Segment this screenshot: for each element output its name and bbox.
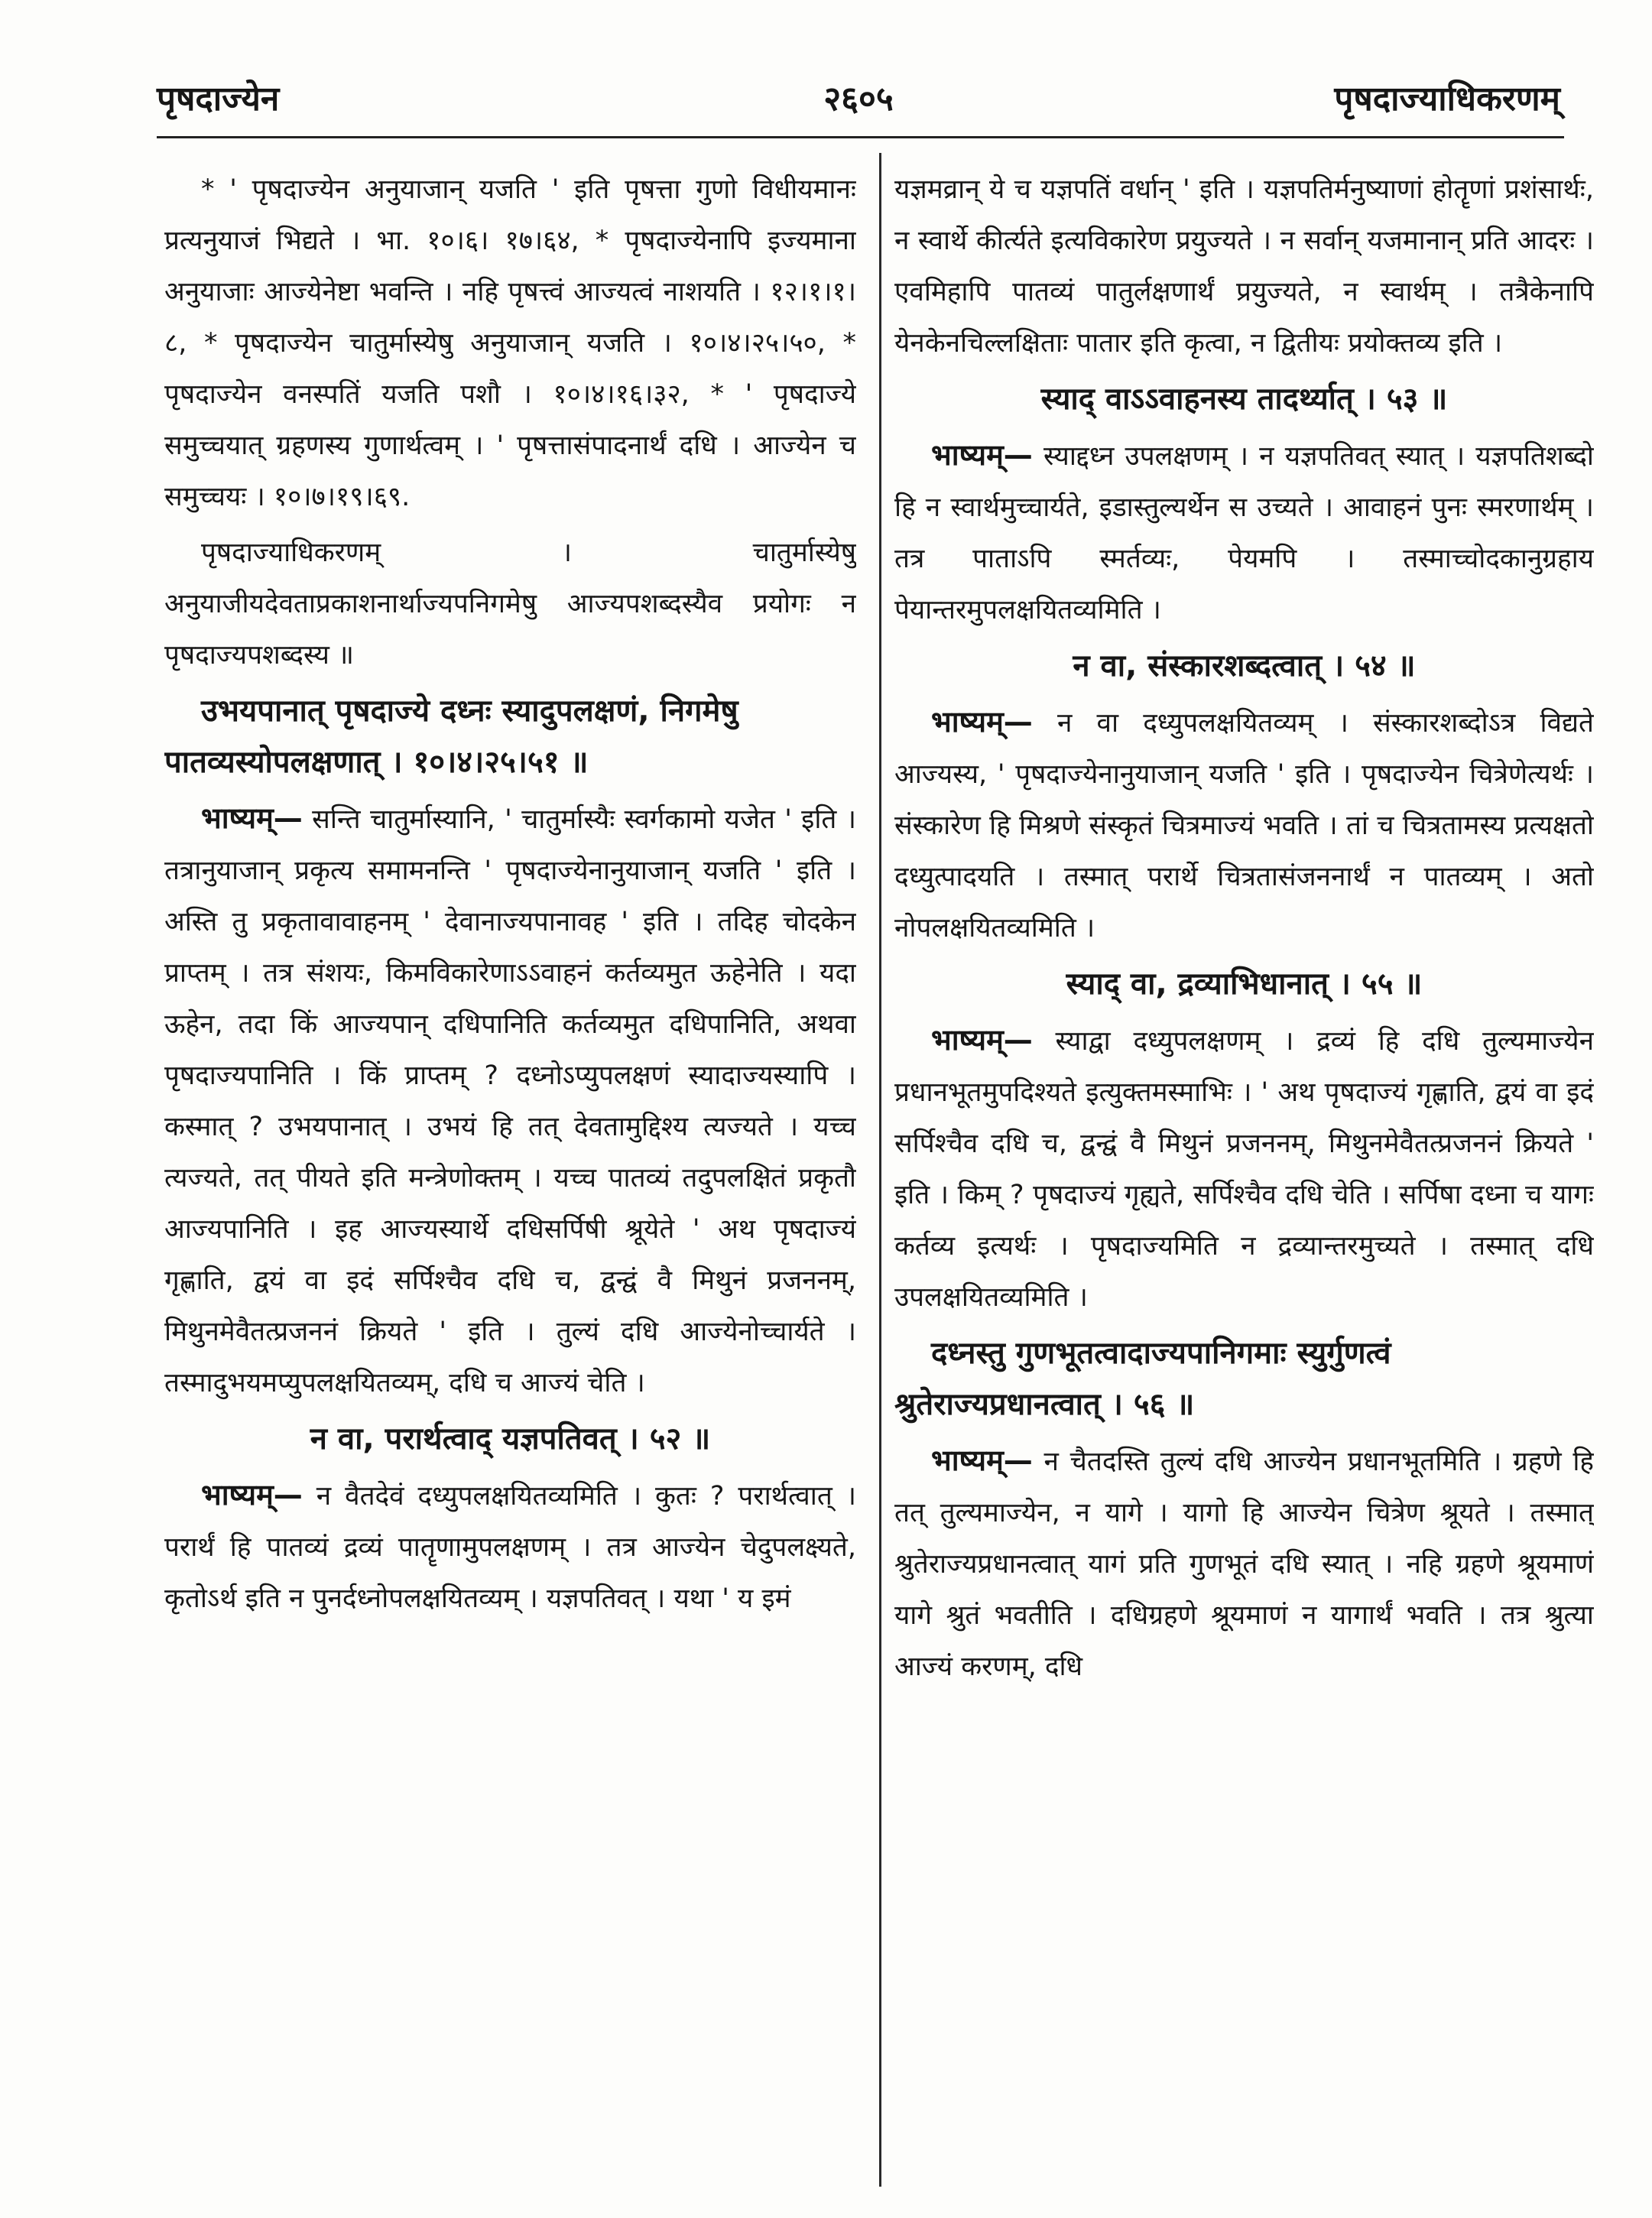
bhasya-52 <box>164 1469 856 1625</box>
bhasya-label: भाष्यम्— <box>931 705 1033 739</box>
bhasya-label: भाष्यम्— <box>931 438 1033 472</box>
sutra-53: स्याद् वाऽऽवाहनस्य तादर्थ्यात् । ५३ ॥ <box>1040 382 1448 417</box>
page-number: २६०५ <box>823 80 894 119</box>
right-column <box>894 164 1594 2198</box>
bhasya-label: भाष्यम्— <box>201 801 303 835</box>
bhasya-52-text: न वैतदेवं दध्युपलक्षयितव्यमिति । कुतः ? परार्थत्वात् । परार्थं हि पातव्यं द्रव्यं पातॄणामुपलक्षणम् । तत्र आज्येन चेदुपलक्ष्यते, कृतोऽर्थ इति न पुनर्दध्नोपलक्षयितव्यम् । यज्ञपतिवत् । यथा ' य इमं <box>164 1481 856 1614</box>
sutra-54: न वा, संस्कारशब्दत्वात् । ५४ ॥ <box>1073 648 1416 684</box>
bhasya-54 <box>894 697 1594 954</box>
running-head-right: पृषदाज्याधिकरणम् <box>1334 80 1560 119</box>
bhasya-56-text: न चैतदस्ति तुल्यं दधि आज्येन प्रधानभूतमिति । ग्रहणे हि तत् तुल्यमाज्येन, न यागे । यागो हि आज्येन चित्रेण श्रूयते । तस्मात् श्रुतेराज्यप्रधानत्वात् यागं प्रति गुणभूतं दधि स्यात् । नहि ग्रहणे श्रूयमाणं यागे श्रुतं भवतीति । दधिग्रहणे श्रूयमाणं न यागार्थं भवति । तत्र श्रुत्या आज्यं करणम्, दधि <box>894 1447 1594 1682</box>
bhasya-label: भाष्यम्— <box>931 1443 1033 1477</box>
bhasya-56 <box>894 1435 1594 1693</box>
bhasya-label: भाष्यम्— <box>931 1023 1033 1057</box>
bhasya-label: भाष्यम्— <box>201 1478 303 1512</box>
running-head-left: पृषदाज्येन <box>157 80 280 119</box>
sutra-56: दध्नस्तु गुणभूतत्वादाज्यपानिगमाः स्युर्गुणत्वं श्रुतेराज्यप्रधानत्वात् । ५६ ॥ <box>894 1336 1391 1422</box>
left-column <box>164 164 856 2198</box>
column-divider <box>879 153 881 2187</box>
bhasya-51-text: सन्ति चातुर्मास्यानि, ' चातुर्मास्यैः स्वर्गकामो यजेत ' इति । तत्रानुयाजान् प्रकृत्य समामनन्ति ' पृषदाज्येनानुयाजान् यजति ' इति । अस्ति तु प्रकृतावावाहनम् ' देवानाज्यपानावह ' इति । तदिह चोदकेन प्राप्तम् । तत्र संशयः, किमविकारेणाऽऽवाहनं कर्तव्यमुत ऊहेनेति । यदा ऊहेन, तदा किं आज्यपान् दधिपानिति कर्तव्यमुत दधिपानिति, अथवा पृषदाज्यपानिति । किं प्राप्तम् ? दध्नोऽप्युपलक्षणं स्यादाज्यस्यापि । कस्मात् ? उभयपानात् । उभयं हि तत् देवतामुद्दिश्य त्यज्यते । यच्च त्यज्यते, तत् पीयते इति मन्त्रेणोक्तम् । यच्च पातव्यं तदुपलक्षितं प्रकृतौ आज्यपानिति । इह आज्यस्यार्थे दधिसर्पिषी श्रूयेते ' अथ पृषदाज्यं गृह्णाति, द्वयं वा इदं सर्पिश्चैव दधि च, द्वन्द्वं वै मिथुनं प्रजननम्, मिथुनमेवैतत्प्रजननं क्रियते ' इति । तुल्यं दधि आज्येनोच्चार्यते । तस्मादुभयमप्युपलक्षयितव्यम्, दधि च आज्यं चेति । <box>164 804 856 1398</box>
bhasya-51 <box>164 793 856 1409</box>
sutra-52: न वा, परार्थत्वाद् यज्ञपतिवत् । ५२ ॥ <box>310 1421 711 1456</box>
bhasya-53 <box>894 430 1594 636</box>
sutra-55: स्याद् वा, द्रव्याभिधानात् । ५५ ॥ <box>1066 966 1423 1002</box>
adhikarana-heading: पृषदाज्याधिकरणम् । चातुर्मास्येषु अनुयाजीयदेवताप्रकाशनार्थाज्यपनिगमेषु आज्यपशब्दस्यैव प्रयोगः न पृषदाज्यपशब्दस्य ॥ <box>164 537 856 671</box>
references-paragraph: * ' पृषदाज्येन अनुयाजान् यजति ' इति पृषत्ता गुणो विधीयमानः प्रत्यनुयाजं भिद्यते । भा. १०।६। १७।६४, * पृषदाज्येनापि इज्यमाना अनुयाजाः आज्येनेष्टा भवन्ति । नहि पृषत्त्वं आज्यत्वं नाशयति । १२।१।१।८, * पृषदाज्येन चातुर्मास्येषु अनुयाजान् यजति । १०।४।२५।५०, * पृषदाज्येन वनस्पतिं यजति पशौ । १०।४।१६।३२, * ' पृषदाज्ये समुच्चयात् ग्रहणस्य गुणार्थत्वम् । ' पृषत्तासंपादनार्थं दधि । आज्येन च समुच्चयः । १०।७।१९।६९. <box>164 174 856 512</box>
bhasya-55-text: स्याद्वा दध्युपलक्षणम् । द्रव्यं हि दधि तुल्यमाज्येन प्रधानभूतमुपदिश्यते इत्युक्तमस्माभिः । ' अथ पृषदाज्यं गृह्णाति, द्वयं वा इदं सर्पिश्चैव दधि च, द्वन्द्वं वै मिथुनं प्रजननम्, मिथुनमेवैतत्प्रजननं क्रियते ' इति । किम् ? पृषदाज्यं गृह्यते, सर्पिश्चैव दधि चेति । सर्पिषा दध्ना च यागः कर्तव्य इत्यर्थः । पृषदाज्यमिति न द्रव्यान्तरमुच्यते । तस्मात् दधि उपलक्षयितव्यमिति । <box>894 1026 1594 1313</box>
sutra-51: उभयपानात् पृषदाज्ये दध्नः स्यादुपलक्षणं, निगमेषु पातव्यस्योपलक्षणात् । १०।४।२५।५१ ॥ <box>164 693 738 780</box>
bhasya-54-text: न वा दध्युपलक्षयितव्यम् । संस्कारशब्दोऽत्र विद्यते आज्यस्य, ' पृषदाज्येनानुयाजान् यजति ' इति । पृषदाज्येन चित्रेणेत्यर्थः । संस्कारेण हि मिश्रणे संस्कृतं चित्रमाज्यं भवति । तां च चित्रतामस्य प्रत्यक्षतो दध्युत्पादयति । तस्मात् परार्थे चित्रतासंजननार्थं न पातव्यम् । अतो नोपलक्षयितव्यमिति । <box>894 708 1594 943</box>
continued-paragraph: यज्ञमव्रान् ये च यज्ञपतिं वर्धान् ' इति । यज्ञपतिर्मनुष्याणां होतॄणां प्रशंसार्थः, न स्वार्थे कीर्त्यते इत्यविकारेण प्रयुज्यते । न सर्वान् यजमानान् प्रति आदरः । एवमिहापि पातव्यं पातुर्लक्षणार्थं प्रयुज्यते, न स्वार्थम् । तत्रैकेनापि येनकेनचिल्लक्षिताः पातार इति कृत्वा, न द्वितीयः प्रयोक्तव्य इति । <box>894 174 1594 359</box>
bhasya-55 <box>894 1015 1594 1323</box>
bhasya-53-text: स्याद्दध्न उपलक्षणम् । न यज्ञपतिवत् स्यात् । यज्ञपतिशब्दो हि न स्वार्थमुच्चार्यते, इडास्तुल्यर्थेन स उच्यते । आवाहनं पुनः स्मरणार्थम् । तत्र पाताऽपि स्मर्तव्यः, पेयमपि । तस्माच्चोदकानुग्रहाय पेयान्तरमुपलक्षयितव्यमिति । <box>894 441 1594 625</box>
page-header <box>157 65 1560 134</box>
header-rule <box>157 136 1564 138</box>
